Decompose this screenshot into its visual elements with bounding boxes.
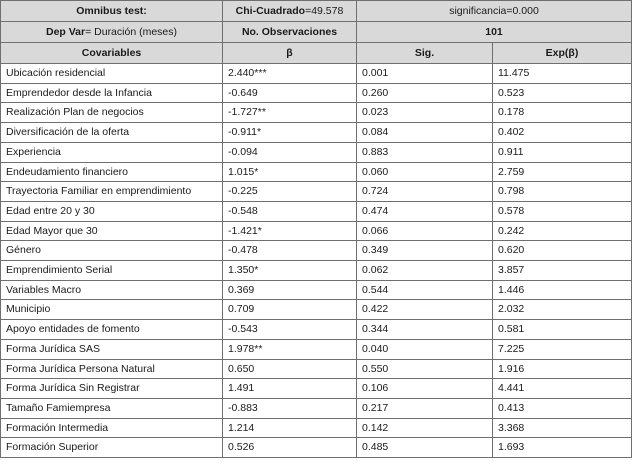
exp-beta-cell: 0.578 [493,201,632,221]
exp-beta-cell: 0.523 [493,83,632,103]
depvar-label: Dep Var [45,26,86,38]
sig-cell: 0.883 [357,142,493,162]
chi-square-value: =49.578 [305,5,344,17]
beta-cell: -0.543 [223,320,357,340]
exp-beta-cell: 1.693 [493,438,632,458]
chi-square-label: Chi-Cuadrado [235,5,306,17]
beta-cell: -1.727** [223,103,357,123]
table-row [1,221,632,241]
covariable-cell: Emprendedor desde la Infancia [1,83,223,103]
table-row [1,418,632,438]
sig-cell: 0.217 [357,398,493,418]
observations-value: 101 [357,22,632,43]
sig-cell: 0.485 [357,438,493,458]
table-row [1,182,632,202]
significance-label: significancia [449,5,507,17]
beta-cell: 1.978** [223,339,357,359]
table-row [1,359,632,379]
covariable-cell: Experiencia [1,142,223,162]
table-row [1,241,632,261]
sig-cell: 0.040 [357,339,493,359]
covariable-cell: Género [1,241,223,261]
column-header-row [1,43,632,64]
exp-beta-cell: 11.475 [493,64,632,84]
exp-beta-cell: 1.916 [493,359,632,379]
sig-cell: 0.062 [357,261,493,281]
column-header-covariables: Covariables [1,43,223,64]
exp-beta-cell: 1.446 [493,280,632,300]
depvar-cell [1,22,223,43]
exp-beta-cell: 2.759 [493,162,632,182]
sig-cell: 0.001 [357,64,493,84]
sig-cell: 0.344 [357,320,493,340]
exp-beta-cell: 0.798 [493,182,632,202]
covariable-cell: Emprendimiento Serial [1,261,223,281]
table-row [1,300,632,320]
exp-beta-cell: 0.581 [493,320,632,340]
table-row [1,201,632,221]
sig-cell: 0.550 [357,359,493,379]
beta-cell: -0.478 [223,241,357,261]
covariable-cell: Ubicación residencial [1,64,223,84]
beta-cell: 1.015* [223,162,357,182]
significance-value: =0.000 [506,5,539,17]
significance-cell [357,1,632,22]
exp-beta-cell: 3.857 [493,261,632,281]
sig-cell: 0.084 [357,123,493,143]
omnibus-row [1,1,632,22]
covariable-cell: Tamaño Famiempresa [1,398,223,418]
beta-cell: -0.911* [223,123,357,143]
table-row [1,398,632,418]
sig-cell: 0.474 [357,201,493,221]
chi-square-cell [223,1,357,22]
sig-cell: 0.260 [357,83,493,103]
beta-cell: 0.650 [223,359,357,379]
table-row [1,103,632,123]
covariable-cell: Forma Jurídica Sin Registrar [1,379,223,399]
table-row [1,339,632,359]
table-row [1,123,632,143]
covariable-cell: Edad entre 20 y 30 [1,201,223,221]
beta-cell: 0.369 [223,280,357,300]
table-row [1,261,632,281]
covariable-cell: Forma Jurídica SAS [1,339,223,359]
covariable-cell: Edad Mayor que 30 [1,221,223,241]
exp-beta-cell: 0.620 [493,241,632,261]
covariable-cell: Forma Jurídica Persona Natural [1,359,223,379]
covariable-cell: Variables Macro [1,280,223,300]
beta-cell: -0.548 [223,201,357,221]
column-header-sig: Sig. [357,43,493,64]
exp-beta-cell: 0.413 [493,398,632,418]
table-row [1,162,632,182]
covariable-cell: Apoyo entidades de fomento [1,320,223,340]
exp-beta-cell: 2.032 [493,300,632,320]
beta-cell: 1.350* [223,261,357,281]
beta-cell: 2.440*** [223,64,357,84]
exp-beta-cell: 4.441 [493,379,632,399]
sig-cell: 0.023 [357,103,493,123]
table-row [1,320,632,340]
table-row [1,142,632,162]
sig-cell: 0.349 [357,241,493,261]
sig-cell: 0.422 [357,300,493,320]
beta-cell: -0.883 [223,398,357,418]
exp-beta-cell: 0.242 [493,221,632,241]
beta-cell: -0.649 [223,83,357,103]
beta-cell: -0.094 [223,142,357,162]
beta-cell: 0.709 [223,300,357,320]
column-header-beta: β [223,43,357,64]
table-row [1,438,632,458]
covariable-cell: Realización Plan de negocios [1,103,223,123]
exp-beta-cell: 0.178 [493,103,632,123]
observations-label: No. Observaciones [223,22,357,43]
covariable-cell: Diversificación de la oferta [1,123,223,143]
beta-cell: -0.225 [223,182,357,202]
exp-beta-cell: 0.911 [493,142,632,162]
covariable-cell: Municipio [1,300,223,320]
sig-cell: 0.060 [357,162,493,182]
exp-beta-cell: 3.368 [493,418,632,438]
sig-cell: 0.544 [357,280,493,300]
table-row [1,379,632,399]
column-header-exp-beta: Exp(β) [493,43,632,64]
beta-cell: 0.526 [223,438,357,458]
depvar-row [1,22,632,43]
table-row [1,64,632,84]
covariable-cell: Trayectoria Familiar en emprendimiento [1,182,223,202]
exp-beta-cell: 7.225 [493,339,632,359]
beta-cell: 1.491 [223,379,357,399]
covariable-cell: Endeudamiento financiero [1,162,223,182]
sig-cell: 0.106 [357,379,493,399]
sig-cell: 0.066 [357,221,493,241]
depvar-value: = Duración (meses) [85,26,177,38]
covariable-cell: Formación Superior [1,438,223,458]
sig-cell: 0.142 [357,418,493,438]
exp-beta-cell: 0.402 [493,123,632,143]
beta-cell: -1.421* [223,221,357,241]
beta-cell: 1.214 [223,418,357,438]
table-row [1,280,632,300]
sig-cell: 0.724 [357,182,493,202]
table-row [1,83,632,103]
covariable-cell: Formación Intermedia [1,418,223,438]
omnibus-label: Omnibus test: [1,1,223,22]
